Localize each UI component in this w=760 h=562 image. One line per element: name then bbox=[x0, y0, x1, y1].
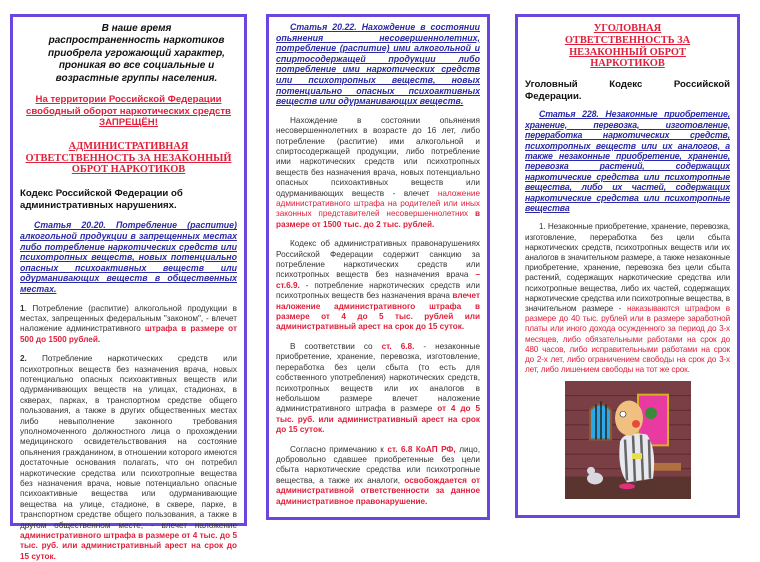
section-heading: АДМИНИСТРАТИВНАЯ ОТВЕТСТВЕННОСТЬ ЗА НЕЗАКОННЫЙ ОБРОТ НАРКОТИКОВ bbox=[25, 140, 232, 176]
paragraph-1 bbox=[20, 304, 237, 346]
article-ref: ст. 6.8. bbox=[381, 341, 415, 351]
prisoner-illustration bbox=[565, 381, 691, 499]
paragraph-text: . Потребление (распитие) алкогольной продукции в местах, запрещенных федеральным "законом", - влечет наложение административного bbox=[20, 303, 237, 334]
paragraph-text: Согласно примечанию к bbox=[290, 444, 388, 454]
intro-text: В наше время распространенность наркотиков приобрела угрожающий характер, проникая во все социальные и возрастные группы населения. bbox=[48, 23, 225, 84]
panel-criminal-liability bbox=[515, 14, 740, 518]
paragraph-2 bbox=[276, 239, 480, 333]
paragraph-text: лицо, добровольно сдавшее приобретенные без цели сбыта наркотические средства или психотропные вещества, а также их аналоги, bbox=[276, 444, 480, 485]
paragraph-number: 1 bbox=[20, 303, 25, 313]
article-title: Статья 228. Незаконные приобретение, хранение, перевозка, изготовление, переработка наркотических средств, психотропных веществ или их аналогов, а также незаконные приобретение, хранение, перевозка растений, содержащих наркотические средства или психотропные вещества, либо их частей, содержащих наркотические средства или психотропные вещества bbox=[525, 109, 730, 214]
penalty-text: в размере от 1500 тыс. до 2 тыс. рублей. bbox=[276, 209, 481, 229]
section-heading: УГОЛОВНАЯ ОТВЕТСТВЕННОСТЬ ЗА НЕЗАКОННЫЙ ОБРОТ НАРКОТИКОВ bbox=[564, 23, 691, 70]
paragraph-text: Кодекс об административных правонарушениях Российской Федерации содержит санкцию за потребление наркотических средств или психотропных веществ без назначения врача bbox=[276, 239, 480, 280]
paragraph-1 bbox=[276, 116, 480, 230]
penalty-text: наложение административного штрафа на родителей или иных законных представителей несовершеннолетних bbox=[276, 188, 480, 219]
penalty-text: наказываются штрафом в размере до 40 тыс. рублей или в размере заработной платы или иного дохода осужденного за период до 3-х месяцев, либо обязательными работами на срок до 480 часов, либо исправительными работами на срок до 2-х лет, либо ограничением свободы на срок до 3-х лет, либо лишением свободы на тот же срок. bbox=[525, 304, 730, 375]
penalty-text: штрафа в размере от 500 до 1500 рублей. bbox=[20, 324, 237, 344]
panel-administrative-intro bbox=[10, 14, 247, 561]
penalty-text: влечет наложение административного штрафа в размере от 4 до 5 тыс. рублей или административный арест на срок до 15 суток. bbox=[276, 291, 480, 332]
paragraph-text: Потребление наркотических средств или психотропных веществ без назначения врача, новых потенциально опасных психоактивных веществ или одурманивающих веществ на улицах, стадионах, в скверах, парках, в транспортном средстве общего пользования, а также в других общественных местах либо невыполнение законного требования уполномоченного должностного лица о прохождении медицинского освидетельствования на состояние опьянения гражданином, в отношении которого имеются достаточные основания полагать, что он потребил наркотические средства или психотропные вещества без назначения врача, новые потенциально опасные психоактивные вещества или одурманивающие вещества на улице, стадионе, в сквере, парке, в транспортном средстве общего пользования, а также в другом общественном месте, - влечет наложение bbox=[20, 354, 237, 530]
warning-text: На территории Российской Федерации свободный оборот наркотических средств ЗАПРЕЩЁН! bbox=[26, 94, 231, 129]
paragraph-1 bbox=[525, 222, 730, 375]
code-title: Кодекс Российской Федерации об административных нарушениях. bbox=[20, 188, 183, 211]
paragraph-4 bbox=[276, 445, 480, 507]
article-ref: – ст.6.9. bbox=[276, 270, 480, 290]
penalty-text: от 4 до 5 тыс. руб. или административный арест на срок до 15 суток. bbox=[276, 404, 480, 435]
code-title: Уголовный Кодекс Российской Федерации. bbox=[525, 79, 730, 102]
paragraph-text: 1. Незаконные приобретение, хранение, перевозка, изготовление, переработка без цели сбыта наркотических средств, психотропных веществ или их аналогов в значительном размере, а также незаконные приобретение, хранение, перевозка без цели сбыта растений, содержащих наркотические средства или психотропные вещества, либо их частей, содержащих наркотические средства или психотропные вещества, в значительном размере - bbox=[525, 222, 730, 314]
paragraph-text: Нахождение в состоянии опьянения несовершеннолетних в возрасте до 16 лет, либо потребление (распитие) ими алкогольной и спиртосодержащей продукции, либо потребление ими наркотических средств или психотропных веществ без назначения врача, новых потенциально опасных психоактивных веществ или одурманивающих веществ - влечет bbox=[276, 115, 480, 198]
exemption-text: освобождается от административной ответственности за данное административное правонарушение. bbox=[276, 475, 481, 506]
paragraph-text: - потребление наркотических средств или психотропных веществ без назначения врача bbox=[276, 280, 480, 301]
article-title: Статья 20.20. Потребление (распитие) алкогольной продукции в запрещенных местах либо потребление наркотических средств или психотропных веществ, новых потенциально опасных психоактивных веществ или одурманивающих веществ в общественных местах. bbox=[20, 220, 237, 294]
paragraph-number: 2. bbox=[20, 354, 27, 364]
paragraph-text: - незаконные приобретение, хранение, перевозка, изготовление, переработка без цели сбыта (то есть для собственного употребления) наркотических средств, психотропных веществ или их аналогов в небольшом размере влечет наложение административного штрафа в размере bbox=[276, 341, 480, 414]
paragraph-3 bbox=[276, 342, 480, 436]
paragraph-text: В соответствии со bbox=[290, 341, 382, 351]
penalty-text: административного штрафа в размере от 4 тыс. до 5 тыс. руб. или административный арест на срок до 15 суток. bbox=[20, 531, 237, 561]
article-ref: ст. 6.8 КоАП РФ, bbox=[387, 444, 456, 454]
article-title: Статья 20.22. Нахождение в состоянии опьянения несовершеннолетних, потребление (распитие) ими алкогольной и спиртосодержащей продукции либо потребление ими наркотических средств или психотропных веществ, новых потенциально опасных психоактивных веществ или одурманивающих веществ. bbox=[276, 22, 480, 107]
panel-administrative-articles bbox=[266, 14, 490, 520]
paragraph-2 bbox=[20, 354, 237, 562]
